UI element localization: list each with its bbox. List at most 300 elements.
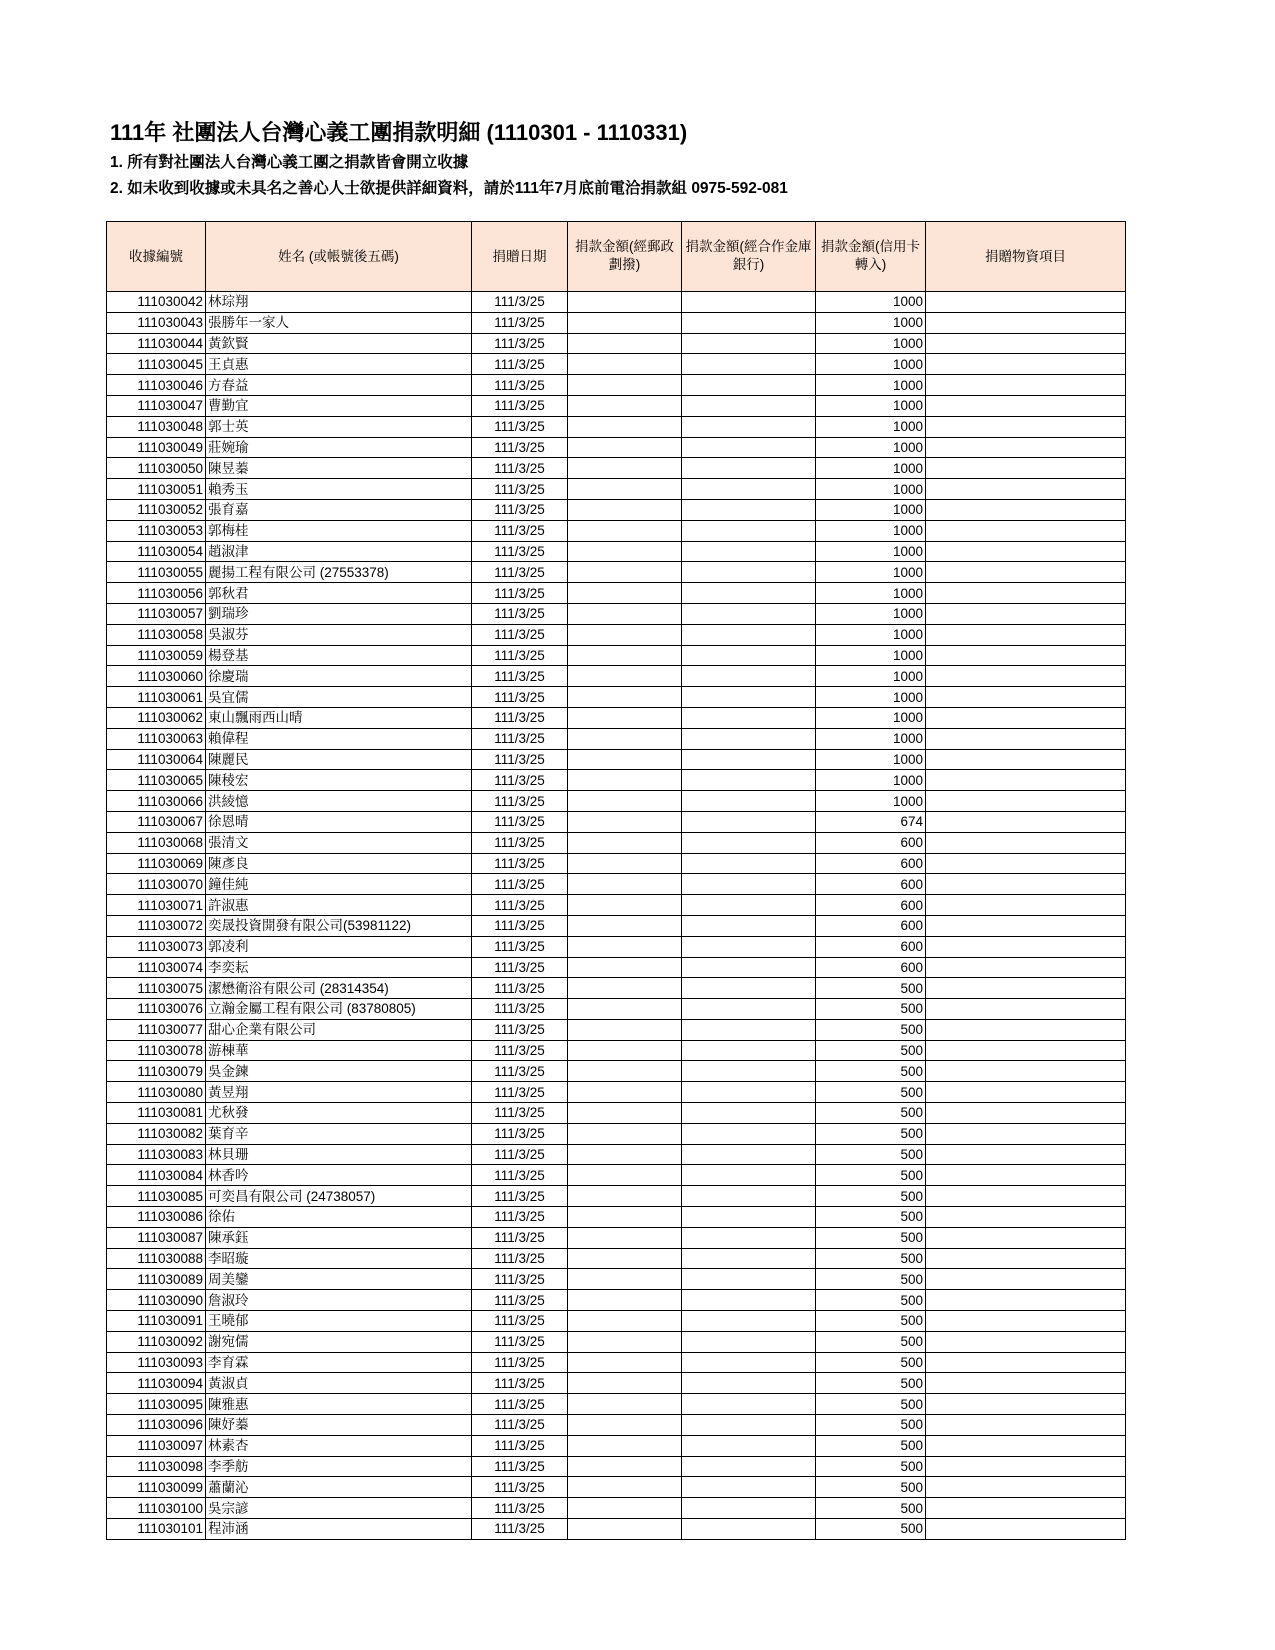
donation-date-cell: 111/3/25	[472, 687, 568, 708]
table-row	[107, 728, 1126, 749]
receipt-no-cell: 111030061	[107, 687, 206, 708]
receipt-no-cell: 111030081	[107, 1103, 206, 1124]
donor-name-cell: 徐佑	[206, 1207, 472, 1228]
amount-bank-cell	[682, 915, 816, 936]
items-cell	[926, 375, 1126, 396]
donation-date-cell: 111/3/25	[472, 811, 568, 832]
receipt-no-cell: 111030071	[107, 895, 206, 916]
table-row	[107, 541, 1126, 562]
table-row	[107, 1227, 1126, 1248]
donor-name-cell: 立瀚金屬工程有限公司 (83780805)	[206, 999, 472, 1020]
items-cell	[926, 1207, 1126, 1228]
amount-card-cell: 674	[816, 811, 926, 832]
items-cell	[926, 583, 1126, 604]
items-cell	[926, 354, 1126, 375]
receipt-no-cell: 111030060	[107, 666, 206, 687]
donation-date-cell: 111/3/25	[472, 1415, 568, 1436]
table-row	[107, 645, 1126, 666]
amount-bank-cell	[682, 354, 816, 375]
amount-postal-cell	[568, 1269, 682, 1290]
donor-name-cell: 程沛涵	[206, 1519, 472, 1540]
amount-postal-cell	[568, 292, 682, 313]
amount-postal-cell	[568, 1477, 682, 1498]
receipt-no-cell: 111030099	[107, 1477, 206, 1498]
amount-postal-cell	[568, 1394, 682, 1415]
donation-date-cell: 111/3/25	[472, 1331, 568, 1352]
donation-date-cell: 111/3/25	[472, 1435, 568, 1456]
receipt-no-cell: 111030054	[107, 541, 206, 562]
amount-card-cell: 500	[816, 1144, 926, 1165]
amount-card-cell: 500	[816, 1248, 926, 1269]
receipt-no-cell: 111030062	[107, 707, 206, 728]
amount-postal-cell	[568, 1061, 682, 1082]
amount-postal-cell	[568, 1456, 682, 1477]
amount-postal-cell	[568, 603, 682, 624]
amount-bank-cell	[682, 1207, 816, 1228]
amount-card-cell: 1000	[816, 292, 926, 313]
amount-bank-cell	[682, 416, 816, 437]
table-row	[107, 1394, 1126, 1415]
header-name: 姓名 (或帳號後五碼)	[206, 222, 472, 292]
table-row	[107, 354, 1126, 375]
amount-bank-cell	[682, 520, 816, 541]
amount-card-cell: 1000	[816, 499, 926, 520]
amount-bank-cell	[682, 957, 816, 978]
amount-card-cell: 1000	[816, 749, 926, 770]
amount-postal-cell	[568, 957, 682, 978]
amount-card-cell: 1000	[816, 728, 926, 749]
amount-postal-cell	[568, 770, 682, 791]
amount-postal-cell	[568, 624, 682, 645]
receipt-no-cell: 111030076	[107, 999, 206, 1020]
receipt-no-cell: 111030065	[107, 770, 206, 791]
donation-date-cell: 111/3/25	[472, 499, 568, 520]
receipt-no-cell: 111030094	[107, 1373, 206, 1394]
amount-postal-cell	[568, 583, 682, 604]
receipt-no-cell: 111030086	[107, 1207, 206, 1228]
donor-name-cell: 鐘佳純	[206, 874, 472, 895]
items-cell	[926, 1498, 1126, 1519]
items-cell	[926, 1082, 1126, 1103]
donation-date-cell: 111/3/25	[472, 1227, 568, 1248]
amount-card-cell: 500	[816, 1269, 926, 1290]
amount-postal-cell	[568, 312, 682, 333]
amount-bank-cell	[682, 999, 816, 1020]
amount-card-cell: 600	[816, 957, 926, 978]
amount-postal-cell	[568, 1373, 682, 1394]
receipt-no-cell: 111030078	[107, 1040, 206, 1061]
receipt-no-cell: 111030051	[107, 479, 206, 500]
table-row	[107, 957, 1126, 978]
donation-table	[106, 221, 1126, 1540]
items-cell	[926, 1186, 1126, 1207]
donation-date-cell: 111/3/25	[472, 1519, 568, 1540]
amount-bank-cell	[682, 895, 816, 916]
amount-postal-cell	[568, 645, 682, 666]
donation-date-cell: 111/3/25	[472, 770, 568, 791]
amount-bank-cell	[682, 707, 816, 728]
receipt-no-cell: 111030080	[107, 1082, 206, 1103]
donation-date-cell: 111/3/25	[472, 583, 568, 604]
receipt-no-cell: 111030072	[107, 915, 206, 936]
receipt-no-cell: 111030090	[107, 1290, 206, 1311]
donor-name-cell: 李季舫	[206, 1456, 472, 1477]
table-row	[107, 936, 1126, 957]
donor-name-cell: 謝宛儒	[206, 1331, 472, 1352]
amount-bank-cell	[682, 1394, 816, 1415]
amount-bank-cell	[682, 770, 816, 791]
items-cell	[926, 1373, 1126, 1394]
amount-bank-cell	[682, 1123, 816, 1144]
items-cell	[926, 1123, 1126, 1144]
amount-bank-cell	[682, 437, 816, 458]
donation-date-cell: 111/3/25	[472, 1269, 568, 1290]
receipt-no-cell: 111030045	[107, 354, 206, 375]
donor-name-cell: 李昭璇	[206, 1248, 472, 1269]
table-row	[107, 1061, 1126, 1082]
items-cell	[926, 1040, 1126, 1061]
table-row	[107, 499, 1126, 520]
amount-postal-cell	[568, 479, 682, 500]
amount-bank-cell	[682, 603, 816, 624]
table-row	[107, 1207, 1126, 1228]
amount-postal-cell	[568, 1082, 682, 1103]
amount-card-cell: 600	[816, 915, 926, 936]
donor-name-cell: 洪綾憶	[206, 791, 472, 812]
amount-bank-cell	[682, 1144, 816, 1165]
receipt-no-cell: 111030059	[107, 645, 206, 666]
donor-name-cell: 楊登基	[206, 645, 472, 666]
table-row	[107, 791, 1126, 812]
amount-postal-cell	[568, 832, 682, 853]
donor-name-cell: 賴秀玉	[206, 479, 472, 500]
table-row	[107, 1519, 1126, 1540]
donor-name-cell: 郭凌利	[206, 936, 472, 957]
amount-card-cell: 500	[816, 1103, 926, 1124]
table-row	[107, 1123, 1126, 1144]
donation-date-cell: 111/3/25	[472, 978, 568, 999]
items-cell	[926, 312, 1126, 333]
receipt-no-cell: 111030064	[107, 749, 206, 770]
amount-card-cell: 500	[816, 1040, 926, 1061]
amount-bank-cell	[682, 1061, 816, 1082]
amount-postal-cell	[568, 458, 682, 479]
donor-name-cell: 吳金鍊	[206, 1061, 472, 1082]
amount-postal-cell	[568, 811, 682, 832]
donor-name-cell: 奕晟投資開發有限公司(53981122)	[206, 915, 472, 936]
amount-bank-cell	[682, 832, 816, 853]
donation-date-cell: 111/3/25	[472, 1290, 568, 1311]
amount-postal-cell	[568, 1248, 682, 1269]
amount-card-cell: 500	[816, 1435, 926, 1456]
amount-bank-cell	[682, 1373, 816, 1394]
amount-bank-cell	[682, 479, 816, 500]
amount-bank-cell	[682, 811, 816, 832]
amount-card-cell: 500	[816, 1415, 926, 1436]
amount-postal-cell	[568, 666, 682, 687]
amount-bank-cell	[682, 375, 816, 396]
items-cell	[926, 811, 1126, 832]
amount-bank-cell	[682, 1082, 816, 1103]
amount-postal-cell	[568, 1290, 682, 1311]
donor-name-cell: 東山飄雨西山晴	[206, 707, 472, 728]
amount-card-cell: 600	[816, 895, 926, 916]
items-cell	[926, 1311, 1126, 1332]
items-cell	[926, 1290, 1126, 1311]
donation-date-cell: 111/3/25	[472, 915, 568, 936]
amount-postal-cell	[568, 375, 682, 396]
donation-date-cell: 111/3/25	[472, 707, 568, 728]
table-row	[107, 707, 1126, 728]
donor-name-cell: 郭秋君	[206, 583, 472, 604]
amount-postal-cell	[568, 853, 682, 874]
amount-card-cell: 500	[816, 1373, 926, 1394]
amount-card-cell: 1000	[816, 437, 926, 458]
receipt-no-cell: 111030089	[107, 1269, 206, 1290]
header-amount-postal: 捐款金額(經郵政劃撥)	[568, 222, 682, 292]
donor-name-cell: 陳麗民	[206, 749, 472, 770]
donation-date-cell: 111/3/25	[472, 1040, 568, 1061]
donation-date-cell: 111/3/25	[472, 416, 568, 437]
items-cell	[926, 1331, 1126, 1352]
amount-card-cell: 1000	[816, 333, 926, 354]
items-cell	[926, 437, 1126, 458]
donor-name-cell: 林琮翔	[206, 292, 472, 313]
table-row	[107, 999, 1126, 1020]
table-row	[107, 1082, 1126, 1103]
donor-name-cell: 陳雅惠	[206, 1394, 472, 1415]
receipt-no-cell: 111030068	[107, 832, 206, 853]
receipt-no-cell: 111030067	[107, 811, 206, 832]
amount-bank-cell	[682, 1519, 816, 1540]
table-row	[107, 375, 1126, 396]
amount-bank-cell	[682, 791, 816, 812]
amount-bank-cell	[682, 583, 816, 604]
amount-card-cell: 500	[816, 1019, 926, 1040]
donation-date-cell: 111/3/25	[472, 666, 568, 687]
table-row	[107, 1040, 1126, 1061]
donor-name-cell: 黃欽賢	[206, 333, 472, 354]
amount-bank-cell	[682, 728, 816, 749]
donor-name-cell: 林貝珊	[206, 1144, 472, 1165]
amount-bank-cell	[682, 624, 816, 645]
donor-name-cell: 潔懋衛浴有限公司 (28314354)	[206, 978, 472, 999]
table-row	[107, 687, 1126, 708]
table-row	[107, 895, 1126, 916]
items-cell	[926, 1415, 1126, 1436]
donation-date-cell: 111/3/25	[472, 1477, 568, 1498]
amount-bank-cell	[682, 645, 816, 666]
amount-card-cell: 1000	[816, 354, 926, 375]
amount-postal-cell	[568, 1352, 682, 1373]
table-row	[107, 1144, 1126, 1165]
amount-bank-cell	[682, 333, 816, 354]
receipt-no-cell: 111030069	[107, 853, 206, 874]
table-row	[107, 312, 1126, 333]
amount-card-cell: 500	[816, 1290, 926, 1311]
table-row	[107, 874, 1126, 895]
amount-postal-cell	[568, 1019, 682, 1040]
amount-card-cell: 500	[816, 1394, 926, 1415]
amount-bank-cell	[682, 1248, 816, 1269]
amount-postal-cell	[568, 1165, 682, 1186]
amount-card-cell: 500	[816, 1061, 926, 1082]
receipt-no-cell: 111030053	[107, 520, 206, 541]
donation-date-cell: 111/3/25	[472, 645, 568, 666]
table-row	[107, 583, 1126, 604]
amount-card-cell: 500	[816, 1331, 926, 1352]
amount-bank-cell	[682, 1311, 816, 1332]
receipt-no-cell: 111030070	[107, 874, 206, 895]
donation-date-cell: 111/3/25	[472, 791, 568, 812]
donation-date-cell: 111/3/25	[472, 874, 568, 895]
receipt-no-cell: 111030092	[107, 1331, 206, 1352]
items-cell	[926, 1352, 1126, 1373]
receipt-no-cell: 111030046	[107, 375, 206, 396]
donor-name-cell: 張育嘉	[206, 499, 472, 520]
receipt-no-cell: 111030087	[107, 1227, 206, 1248]
receipt-no-cell: 111030091	[107, 1311, 206, 1332]
donation-date-cell: 111/3/25	[472, 957, 568, 978]
table-row	[107, 603, 1126, 624]
table-row	[107, 479, 1126, 500]
amount-postal-cell	[568, 1040, 682, 1061]
items-cell	[926, 562, 1126, 583]
receipt-no-cell: 111030098	[107, 1456, 206, 1477]
donation-date-cell: 111/3/25	[472, 895, 568, 916]
donor-name-cell: 陳妤蓁	[206, 1415, 472, 1436]
donation-date-cell: 111/3/25	[472, 312, 568, 333]
table-row	[107, 1331, 1126, 1352]
amount-postal-cell	[568, 874, 682, 895]
amount-card-cell: 1000	[816, 541, 926, 562]
donation-date-cell: 111/3/25	[472, 999, 568, 1020]
receipt-no-cell: 111030097	[107, 1435, 206, 1456]
items-cell	[926, 770, 1126, 791]
amount-postal-cell	[568, 1519, 682, 1540]
amount-bank-cell	[682, 1290, 816, 1311]
amount-card-cell: 1000	[816, 520, 926, 541]
donor-name-cell: 葉育辛	[206, 1123, 472, 1144]
items-cell	[926, 728, 1126, 749]
donation-date-cell: 111/3/25	[472, 541, 568, 562]
donor-name-cell: 黃淑貞	[206, 1373, 472, 1394]
amount-bank-cell	[682, 978, 816, 999]
donor-name-cell: 黃昱翔	[206, 1082, 472, 1103]
table-header-row	[107, 222, 1126, 292]
table-row	[107, 458, 1126, 479]
donation-date-cell: 111/3/25	[472, 853, 568, 874]
amount-bank-cell	[682, 292, 816, 313]
donation-date-cell: 111/3/25	[472, 1123, 568, 1144]
amount-card-cell: 1000	[816, 312, 926, 333]
amount-postal-cell	[568, 1311, 682, 1332]
donation-date-cell: 111/3/25	[472, 375, 568, 396]
amount-bank-cell	[682, 749, 816, 770]
amount-card-cell: 1000	[816, 770, 926, 791]
header-amount-card: 捐款金額(信用卡轉入)	[816, 222, 926, 292]
donation-date-cell: 111/3/25	[472, 1207, 568, 1228]
amount-postal-cell	[568, 499, 682, 520]
amount-postal-cell	[568, 978, 682, 999]
donation-date-cell: 111/3/25	[472, 562, 568, 583]
donor-name-cell: 吳宜儒	[206, 687, 472, 708]
amount-postal-cell	[568, 1415, 682, 1436]
donor-name-cell: 甜心企業有限公司	[206, 1019, 472, 1040]
items-cell	[926, 333, 1126, 354]
amount-bank-cell	[682, 458, 816, 479]
amount-bank-cell	[682, 1103, 816, 1124]
donation-date-cell: 111/3/25	[472, 395, 568, 416]
amount-card-cell: 1000	[816, 645, 926, 666]
donor-name-cell: 徐恩晴	[206, 811, 472, 832]
amount-card-cell: 500	[816, 1456, 926, 1477]
amount-card-cell: 1000	[816, 583, 926, 604]
items-cell	[926, 666, 1126, 687]
amount-bank-cell	[682, 1331, 816, 1352]
amount-bank-cell	[682, 853, 816, 874]
amount-postal-cell	[568, 437, 682, 458]
donation-date-cell: 111/3/25	[472, 1373, 568, 1394]
amount-bank-cell	[682, 1456, 816, 1477]
donation-date-cell: 111/3/25	[472, 1061, 568, 1082]
table-row	[107, 1165, 1126, 1186]
amount-postal-cell	[568, 354, 682, 375]
items-cell	[926, 292, 1126, 313]
donation-date-cell: 111/3/25	[472, 479, 568, 500]
amount-card-cell: 500	[816, 1311, 926, 1332]
table-row	[107, 1456, 1126, 1477]
table-row	[107, 1290, 1126, 1311]
amount-bank-cell	[682, 395, 816, 416]
donor-name-cell: 李奕耘	[206, 957, 472, 978]
receipt-no-cell: 111030077	[107, 1019, 206, 1040]
receipt-no-cell: 111030079	[107, 1061, 206, 1082]
table-row	[107, 562, 1126, 583]
donation-date-cell: 111/3/25	[472, 354, 568, 375]
donor-name-cell: 周美鑾	[206, 1269, 472, 1290]
table-row	[107, 749, 1126, 770]
items-cell	[926, 978, 1126, 999]
items-cell	[926, 1519, 1126, 1540]
receipt-no-cell: 111030084	[107, 1165, 206, 1186]
donor-name-cell: 林香吟	[206, 1165, 472, 1186]
donor-name-cell: 趙淑津	[206, 541, 472, 562]
amount-bank-cell	[682, 1186, 816, 1207]
amount-card-cell: 1000	[816, 687, 926, 708]
donor-name-cell: 莊婉瑜	[206, 437, 472, 458]
amount-bank-cell	[682, 1019, 816, 1040]
amount-card-cell: 500	[816, 1082, 926, 1103]
amount-postal-cell	[568, 562, 682, 583]
header-date: 捐贈日期	[472, 222, 568, 292]
table-row	[107, 624, 1126, 645]
amount-card-cell: 1000	[816, 416, 926, 437]
amount-card-cell: 600	[816, 874, 926, 895]
amount-card-cell: 500	[816, 1519, 926, 1540]
receipt-no-cell: 111030066	[107, 791, 206, 812]
receipt-no-cell: 111030044	[107, 333, 206, 354]
receipt-no-cell: 111030083	[107, 1144, 206, 1165]
amount-bank-cell	[682, 562, 816, 583]
note-contact: 2. 如未收到收據或未具名之善心人士欲提供詳細資料，請於111年7月底前電洽捐款組 0975-592-081	[110, 180, 788, 197]
amount-postal-cell	[568, 520, 682, 541]
items-cell	[926, 895, 1126, 916]
amount-bank-cell	[682, 1435, 816, 1456]
amount-postal-cell	[568, 395, 682, 416]
amount-card-cell: 1000	[816, 666, 926, 687]
donation-date-cell: 111/3/25	[472, 749, 568, 770]
